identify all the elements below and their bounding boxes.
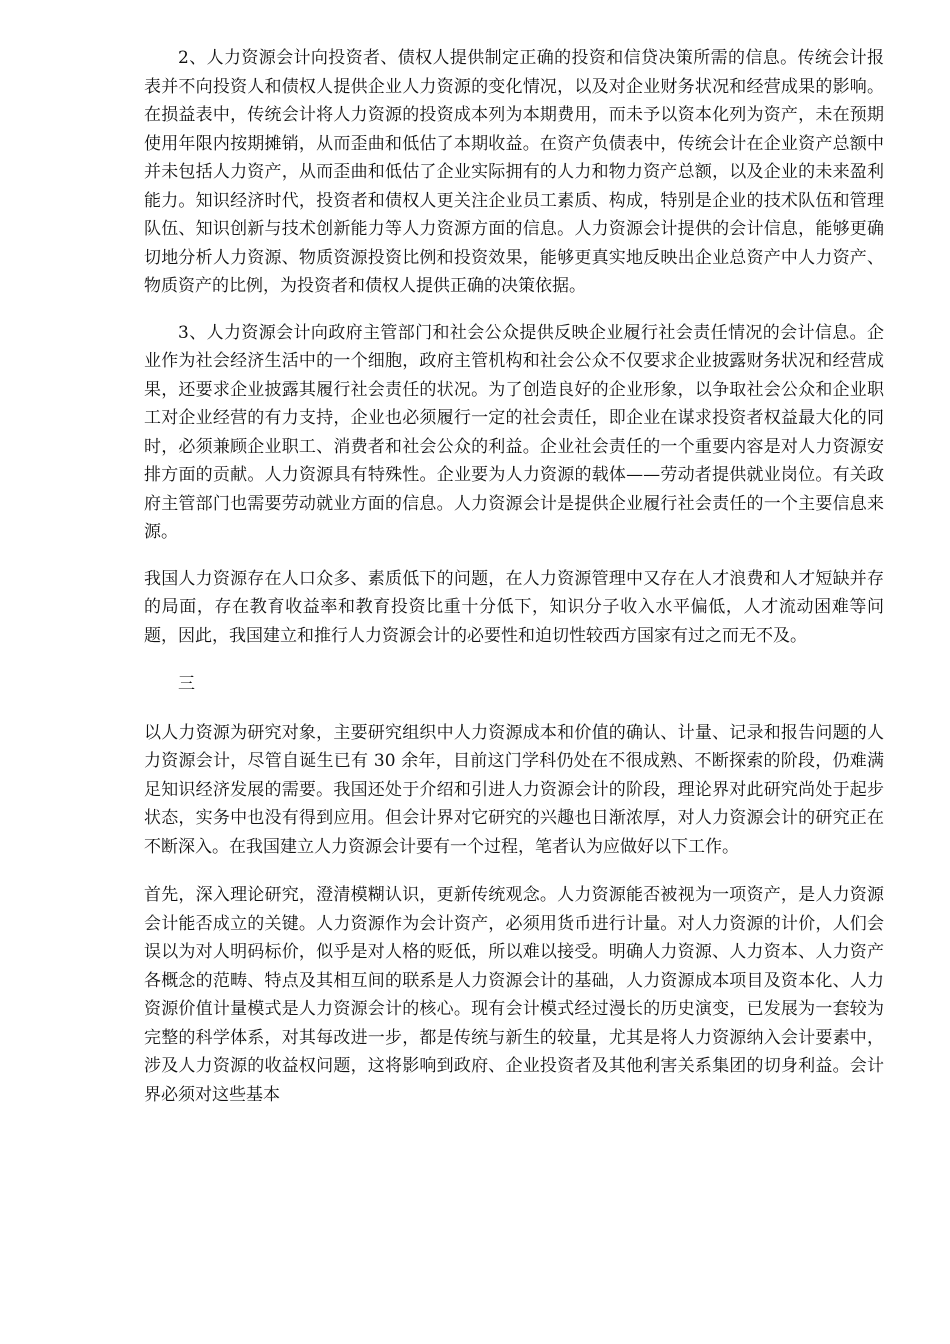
paragraph-research-status: 以人力资源为研究对象，主要研究组织中人力资源成本和价值的确认、计量、记录和报告问题的人力资源会计，尽管自诞生已有 30 余年，目前这门学科仍处在不很成熟、不断探索的阶段，仍难满足知识经济发展的需要。我国还处于介绍和引进人力资源会计的阶段，理论界对此研究尚处于起步状态，实务中也没有得到应用。但会计界对它研究的兴趣也日渐浓厚，对人力资源会计的研究正在不断深入。在我国建立人力资源会计要有一个过程，笔者认为应做好以下工作。 [144,722,884,857]
paragraph-investor-information: 2、人力资源会计向投资者、债权人提供制定正确的投资和信贷决策所需的信息。传统会计报表并不向投资人和债权人提供企业人力资源的变化情况，以及对企业财务状况和经营成果的影响。在损益表中，传统会计将人力资源的投资成本列为本期费用，而未予以资本化列为资产，未在预期使用年限内按期摊销，从而歪曲和低估了本期收益。在资产负债表中，传统会计在企业资产总额中并未包括人力资产，从而歪曲和低估了企业实际拥有的人力和物力资产总额，以及企业的未来盈利能力。知识经济时代，投资者和债权人更关注企业员工素质、构成，特别是企业的技术队伍和管理队伍、知识创新与技术创新能力等人力资源方面的信息。人力资源会计提供的会计信息，能够更确切地分析人力资源、物质资源投资比例和投资效果，能够更真实地反映出企业总资产中人力资产、物质资产的比例，为投资者和债权人提供正确的决策依据。 [144,48,884,296]
paragraph-first-step: 首先，深入理论研究，澄清模糊认识，更新传统观念。人力资源能否被视为一项资产，是人力资源会计能否成立的关键。人力资源作为会计资产，必须用货币进行计量。对人力资源的计价，人们会误以为对人明码标价，似乎是对人格的贬低，所以难以接受。明确人力资源、人力资本、人力资产各概念的范畴、特点及其相互间的联系是人力资源会计的基础，人力资源成本项目及资本化、人力资源价值计量模式是人力资源会计的核心。现有会计模式经过漫长的历史演变，已发展为一套较为完整的科学体系，对其每改进一步，都是传统与新生的较量，尤其是将人力资源纳入会计要素中，涉及人力资源的收益权问题，这将影响到政府、企业投资者及其他利害关系集团的切身利益。会计界必须对这些基本 [144,885,884,1105]
document-page [144,44,884,1109]
paragraph-social-responsibility: 3、人力资源会计向政府主管部门和社会公众提供反映企业履行社会责任情况的会计信息。企业作为社会经济生活中的一个细胞，政府主管机构和社会公众不仅要求企业披露财务状况和经营成果，还要求企业披露其履行社会责任的状况。为了创造良好的企业形象，以争取社会公众和企业职工对企业经营的有力支持，企业也必须履行一定的社会责任，即企业在谋求投资者权益最大化的同时，必须兼顾企业职工、消费者和社会公众的利益。企业社会责任的一个重要内容是对人力资源安排方面的贡献。人力资源具有特殊性。企业要为人力资源的载体——劳动者提供就业岗位。有关政府主管部门也需要劳动就业方面的信息。人力资源会计是提供企业履行社会责任的一个主要信息来源。 [144,322,884,542]
section-heading-three: 三 [178,674,195,694]
paragraph-china-situation: 我国人力资源存在人口众多、素质低下的问题，在人力资源管理中又存在人才浪费和人才短缺并存的局面，存在教育收益率和教育投资比重十分低下，知识分子收入水平偏低，人才流动困难等问题，因此，我国建立和推行人力资源会计的必要性和迫切性较西方国家有过之而无不及。 [144,568,884,646]
